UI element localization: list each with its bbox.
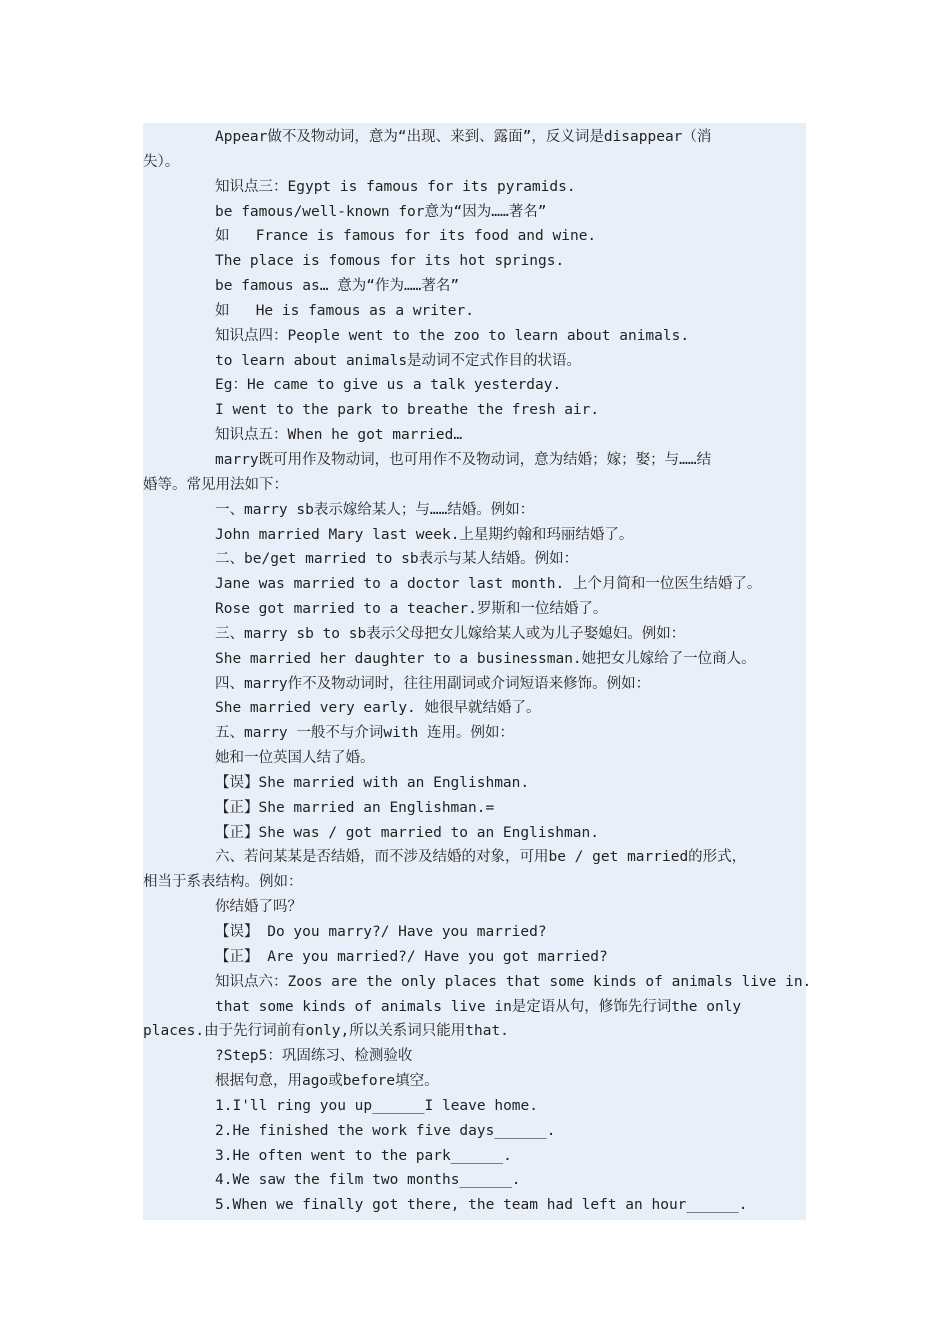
text-line: 你结婚了吗？ bbox=[215, 899, 302, 916]
text-line: The place is fomous for its hot springs. bbox=[215, 253, 565, 270]
text-line: I went to the park to breathe the fresh air. bbox=[215, 402, 600, 419]
text-line: 知识点五：When he got married… bbox=[215, 427, 463, 444]
text-line: 【误】 Do you marry?/ Have you married? bbox=[215, 924, 547, 940]
text-line: Jane was married to a doctor last month. 上个月简和一位医生结婚了。 bbox=[215, 576, 762, 593]
text-line: 知识点六：Zoos are the only places that some kinds of animals live in. bbox=[215, 973, 812, 990]
text-line: 二、be/get married to sb表示与某人结婚。例如： bbox=[215, 551, 579, 568]
text-line: 六、若问某某是否结婚，而不涉及结婚的对象，可用be / get married的形式， bbox=[215, 849, 747, 866]
text-line: 4.We saw the film two months______. bbox=[215, 1172, 521, 1189]
text-line: 失）。 bbox=[143, 153, 180, 170]
text-line: 5.When we finally got there, the team had left an hour______. bbox=[215, 1197, 748, 1214]
text-line: marry既可用作及物动词，也可用作不及物动词，意为结婚；嫁；娶；与……结 bbox=[215, 451, 712, 468]
text-line: 五、marry 一般不与介词with 连用。例如： bbox=[215, 725, 515, 742]
text-line: that some kinds of animals live in是定语从句，修饰先行词the only bbox=[215, 998, 742, 1015]
document-body bbox=[143, 125, 812, 1218]
text-line: 三、marry sb to sb表示父母把女儿嫁给某人或为儿子娶媳妇。例如： bbox=[215, 625, 686, 642]
text-line: She married her daughter to a businessman.她把女儿嫁给了一位商人。 bbox=[215, 650, 756, 667]
text-line: 【正】She married an Englishman.= bbox=[215, 799, 495, 816]
text-line: 根据句意，用ago或before填空。 bbox=[215, 1073, 439, 1090]
text-line: 如 He is famous as a writer. bbox=[215, 302, 474, 319]
text-line: 【误】She married with an Englishman. bbox=[215, 774, 530, 791]
text-line: Appear做不及物动词，意为“出现、来到、露面”，反义词是disappear（消 bbox=[215, 129, 712, 145]
text-line: 3.He often went to the park______. bbox=[215, 1147, 512, 1164]
text-line: 知识点四：People went to the zoo to learn about animals. bbox=[215, 327, 690, 344]
text-line: be famous/well-known for意为“因为……著名” bbox=[215, 203, 547, 220]
text-line: 相当于系表结构。例如： bbox=[143, 874, 303, 891]
text-line: Eg：He came to give us a talk yesterday. bbox=[215, 377, 562, 394]
text-line: be famous as… 意为“作为……著名” bbox=[215, 278, 460, 295]
text-line: 知识点三：Egypt is famous for its pyramids. bbox=[215, 178, 576, 195]
text-line: 一、marry sb表示嫁给某人；与……结婚。例如： bbox=[215, 501, 535, 518]
text-line: 【正】 Are you married?/ Have you got married? bbox=[215, 948, 608, 965]
text-line: 2.He finished the work five days______. bbox=[215, 1122, 556, 1139]
text-line: 婚等。常见用法如下： bbox=[143, 476, 288, 493]
text-line: John married Mary last week.上星期约翰和玛丽结婚了。 bbox=[215, 526, 634, 543]
text-line: 如 France is famous for its food and wine. bbox=[215, 228, 597, 245]
text-line: She married very early. 她很早就结婚了。 bbox=[215, 700, 541, 717]
text-line: to learn about animals是动词不定式作目的状语。 bbox=[215, 352, 582, 369]
text-line: 四、marry作不及物动词时，往往用副词或介词短语来修饰。例如： bbox=[215, 675, 651, 692]
text-line: 她和一位英国人结了婚。 bbox=[215, 750, 375, 767]
text-line: ?Step5：巩固练习、检测验收 bbox=[215, 1048, 413, 1065]
text-line: 1.I'll ring you up______I leave home. bbox=[215, 1097, 539, 1114]
text-line: Rose got married to a teacher.罗斯和一位结婚了。 bbox=[215, 601, 608, 618]
text-line: 【正】She was / got married to an Englishman. bbox=[215, 824, 599, 841]
text-line: places.由于先行词前有only,所以关系词只能用that. bbox=[143, 1023, 509, 1040]
document-page bbox=[143, 123, 812, 1220]
